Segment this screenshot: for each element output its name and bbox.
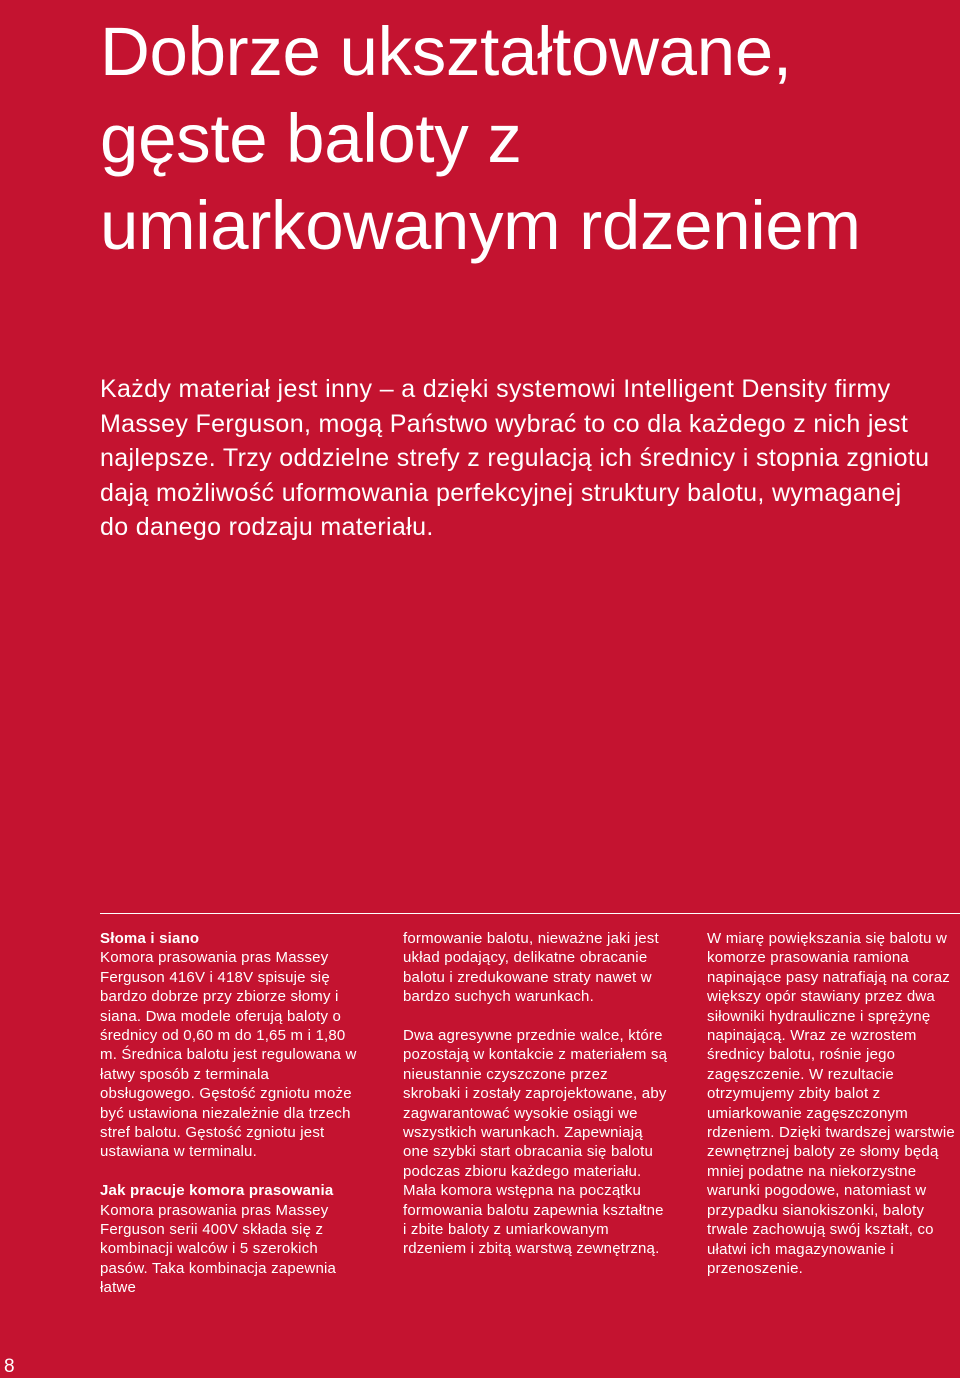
text-column-2	[403, 929, 668, 1278]
text-column-1	[100, 929, 365, 1317]
page-title: Dobrze ukształtowane, gęste baloty z umiarkowanym rdzeniem	[100, 13, 861, 264]
column-1-section-2	[100, 1181, 365, 1297]
intro-paragraph: Każdy materiał jest inny – a dzięki systemowi Intelligent Density firmy Massey Ferguson, mogą Państwo wybrać to co dla każdego z nich jest najlepsze. Trzy oddzielne strefy z regulacją ich średnicy i stopnia zgniotu dają możliwość uformowania perfekcyjnej struktury balotu, wymaganej do danego rodzaju materiału.	[100, 375, 930, 541]
page-number: 8	[4, 1356, 15, 1377]
column-3-paragraph-1: W miarę powiększania się balotu w komorze prasowania ramiona napinające pasy natrafiają na coraz większy opór stawiany przez dwa siłowniki hydrauliczne i sprężynę napinającą. Wraz ze wzrostem średnicy balotu, rośnie jego zagęszczenie. W rezultacie otrzymujemy zbity balot z umiarkowanie zagęszczonym rdzeniem. Dzięki twardszej warstwie zewnętrznej baloty ze słomy będą mniej podatne na niekorzystne warunki pogodowe, natomiast w przypadku sianokiszonki, baloty trwale zachowują swój kształt, co ułatwi ich magazynowanie i przenoszenie.	[707, 930, 955, 1277]
section-heading-straw-hay: Słoma i siano	[100, 930, 200, 947]
section-heading-chamber: Jak pracuje komora prasowania	[100, 1182, 334, 1200]
column-2-paragraph-1: formowanie balotu, nieważne jaki jest układ podający, delikatne obracanie balotu i zredukowane straty nawet w bardzo suchych warunkach.	[403, 930, 659, 1006]
column-1-section-1	[100, 929, 365, 1162]
column-2-paragraph-2: Dwa agresywne przednie walce, które pozostają w kontakcie z materiałem są nieustannie czyszczone przez skrobaki i zostały zaprojektowane, aby zagwarantować wysokie osiągi we wszystkich warunkach. Zapewniają one szybki start obracania się balotu podczas zbioru każdego materiału. Mała komora wstępna na początku formowania balotu zapewnia kształtne i zbite baloty z umiarkowanym rdzeniem i zbitą warstwą zewnętrzną.	[403, 1027, 668, 1258]
section-body-chamber: Komora prasowania pras Massey Ferguson serii 400V składa się z kombinacji walców i 5 szerokich pasów. Taka kombinacja zapewnia łatwe	[100, 1201, 337, 1297]
text-column-3	[707, 929, 960, 1298]
section-divider	[100, 913, 960, 914]
section-body-straw-hay: Komora prasowania pras Massey Ferguson 416V i 418V spisuje się bardzo dobrze przy zbiorze słomy i siana. Dwa modele oferują baloty o średnicy od 0,60 m do 1,65 m i 1,80 m. Średnica balotu jest regulowana w łatwy sposób z terminala obsługowego. Gęstość zgniotu może być ustawiona niezależnie dla trzech stref balotu. Gęstość zgniotu jest ustawiana w terminalu.	[100, 949, 357, 1161]
